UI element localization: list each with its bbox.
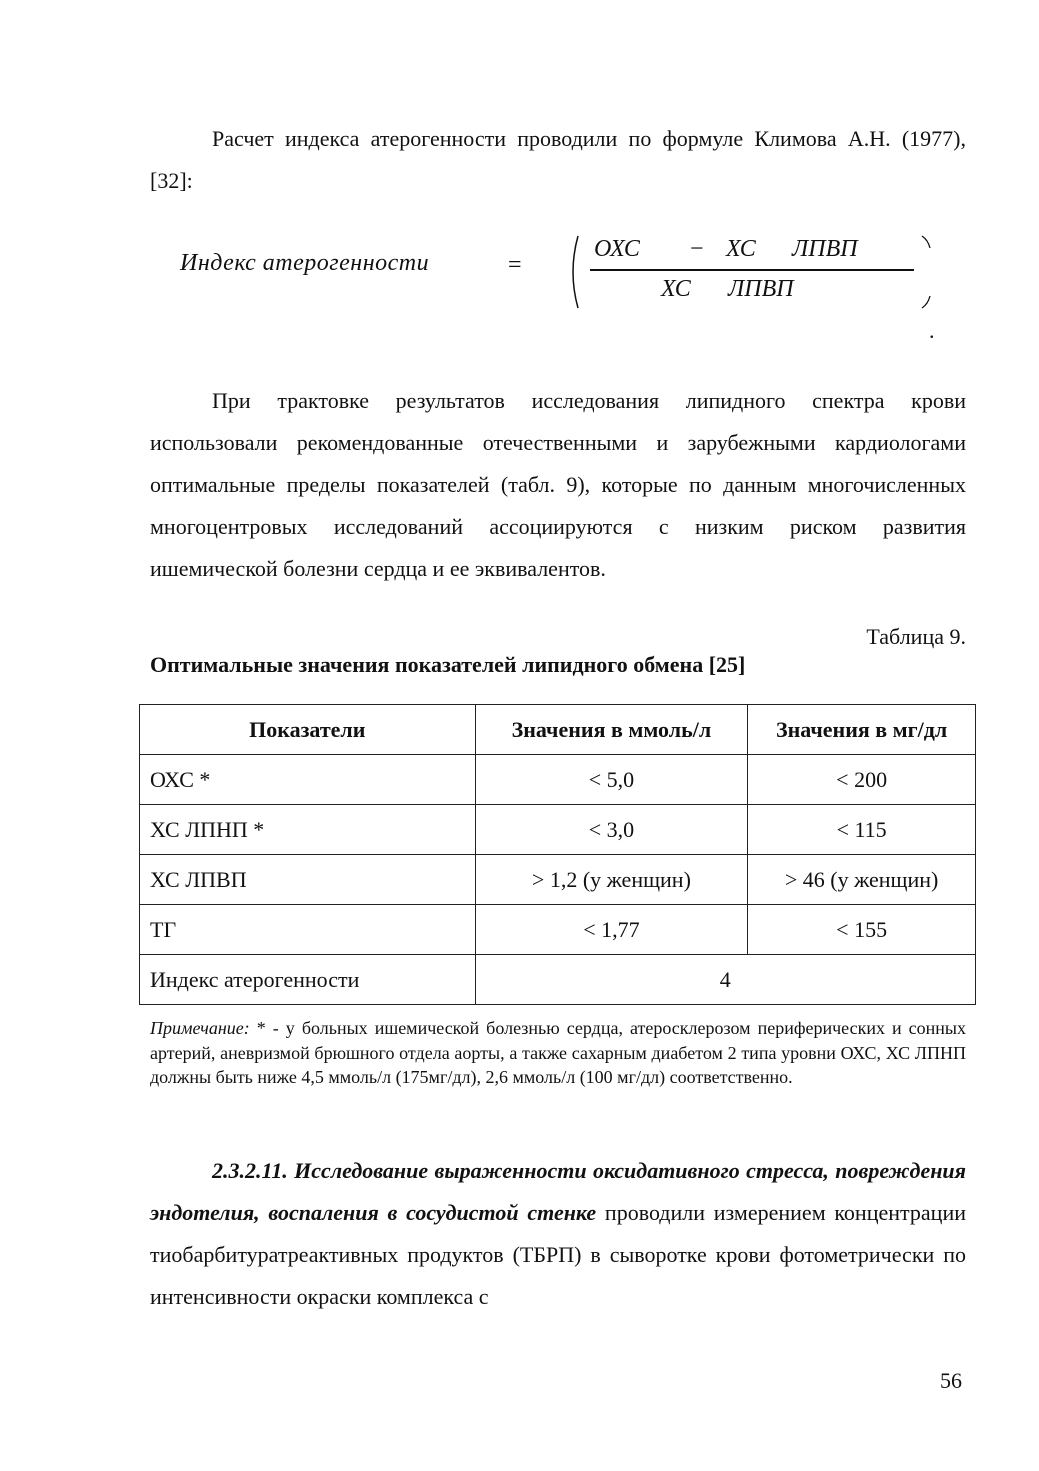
row-mmol-value: < 5,0 [475, 755, 748, 805]
formula-label: Индекс атерогенности [180, 250, 430, 276]
section-heading: 2.3.2.11. Исследование выраженности оксидативного стресса, повреждения эндотелия, воспаления в сосудистой стенке [150, 1158, 966, 1225]
table-header-row [140, 705, 976, 755]
row-name: ХС ЛПНП * [140, 805, 476, 855]
row-mmol-value: > 1,2 (у женщин) [475, 855, 748, 905]
numerator-hdl: ЛПВП [792, 236, 858, 262]
paragraph-interpretation: При трактовке результатов исследования липидного спектра крови использовали рекомендованные отечественными и зарубежными кардиологами оптимальные пределы показателей (табл. 9), которые по данным многочисленных многоцентровых исследований ассоциируются с низким риском развития ишемической болезни сердца и ее эквивалентов. [150, 388, 966, 581]
note-text: * - у больных ишемической болезнью сердца, атеросклерозом периферических и сонных артерий, аневризмой брюшного отдела аорты, а также сахарным диабетом 2 типа уровни ОХС, ХС ЛПНП должны быть ниже 4,5 ммоль/л (175мг/дл), 2,6 ммоль/л (100 мг/дл) соответственно. [150, 1018, 966, 1087]
numerator-total-cholesterol: ОХС [594, 236, 640, 262]
section-text: проводили измерением концентрации тиобарбитуратреактивных продуктов (ТБРП) в сыворотке крови фотометрически по интенсивности окраски комплекса с [150, 1200, 966, 1309]
row-mmol-value: < 1,77 [475, 905, 748, 955]
row-name: ОХС * [140, 755, 476, 805]
table-title: Оптимальные значения показателей липидного обмена [25] [150, 652, 746, 677]
table-row [140, 805, 976, 855]
minus-sign: − [690, 236, 704, 262]
formula-period: . [929, 318, 935, 343]
page-number: 56 [940, 1368, 962, 1393]
paragraph-section [150, 1150, 966, 1318]
paragraph-formula-intro: Расчет индекса атерогенности проводили по формуле Климова А.Н. (1977), [32]: [150, 126, 966, 193]
right-parenthesis [920, 234, 934, 310]
denominator-cholesterol: ХС [661, 276, 691, 302]
row-name: Индекс атерогенности [140, 955, 476, 1005]
row-name: ТГ [140, 905, 476, 955]
row-mgdl-value: < 115 [748, 805, 976, 855]
row-mmol-value: < 3,0 [475, 805, 748, 855]
table-row [140, 755, 976, 805]
header-indicators: Показатели [140, 705, 476, 755]
row-name: ХС ЛПВП [140, 855, 476, 905]
table-note [150, 1016, 966, 1090]
formula-equals: = [508, 252, 522, 278]
table-row [140, 855, 976, 905]
lipid-values-table [139, 704, 976, 1005]
row-merged-value: 4 [475, 955, 975, 1005]
row-mgdl-value: < 200 [748, 755, 976, 805]
atherogenic-index-formula [0, 228, 1039, 343]
row-mgdl-value: > 46 (у женщин) [748, 855, 976, 905]
left-parenthesis [566, 234, 580, 310]
numerator-cholesterol: ХС [726, 236, 756, 262]
denominator-hdl: ЛПВП [728, 276, 794, 302]
note-label: Примечание: [150, 1018, 250, 1038]
fraction-bar [590, 269, 914, 271]
header-mmol: Значения в ммоль/л [475, 705, 748, 755]
header-mgdl: Значения в мг/дл [748, 705, 976, 755]
table-number: Таблица 9. [866, 624, 966, 649]
table-row [140, 905, 976, 955]
table-row-atherogenic-index [140, 955, 976, 1005]
row-mgdl-value: < 155 [748, 905, 976, 955]
